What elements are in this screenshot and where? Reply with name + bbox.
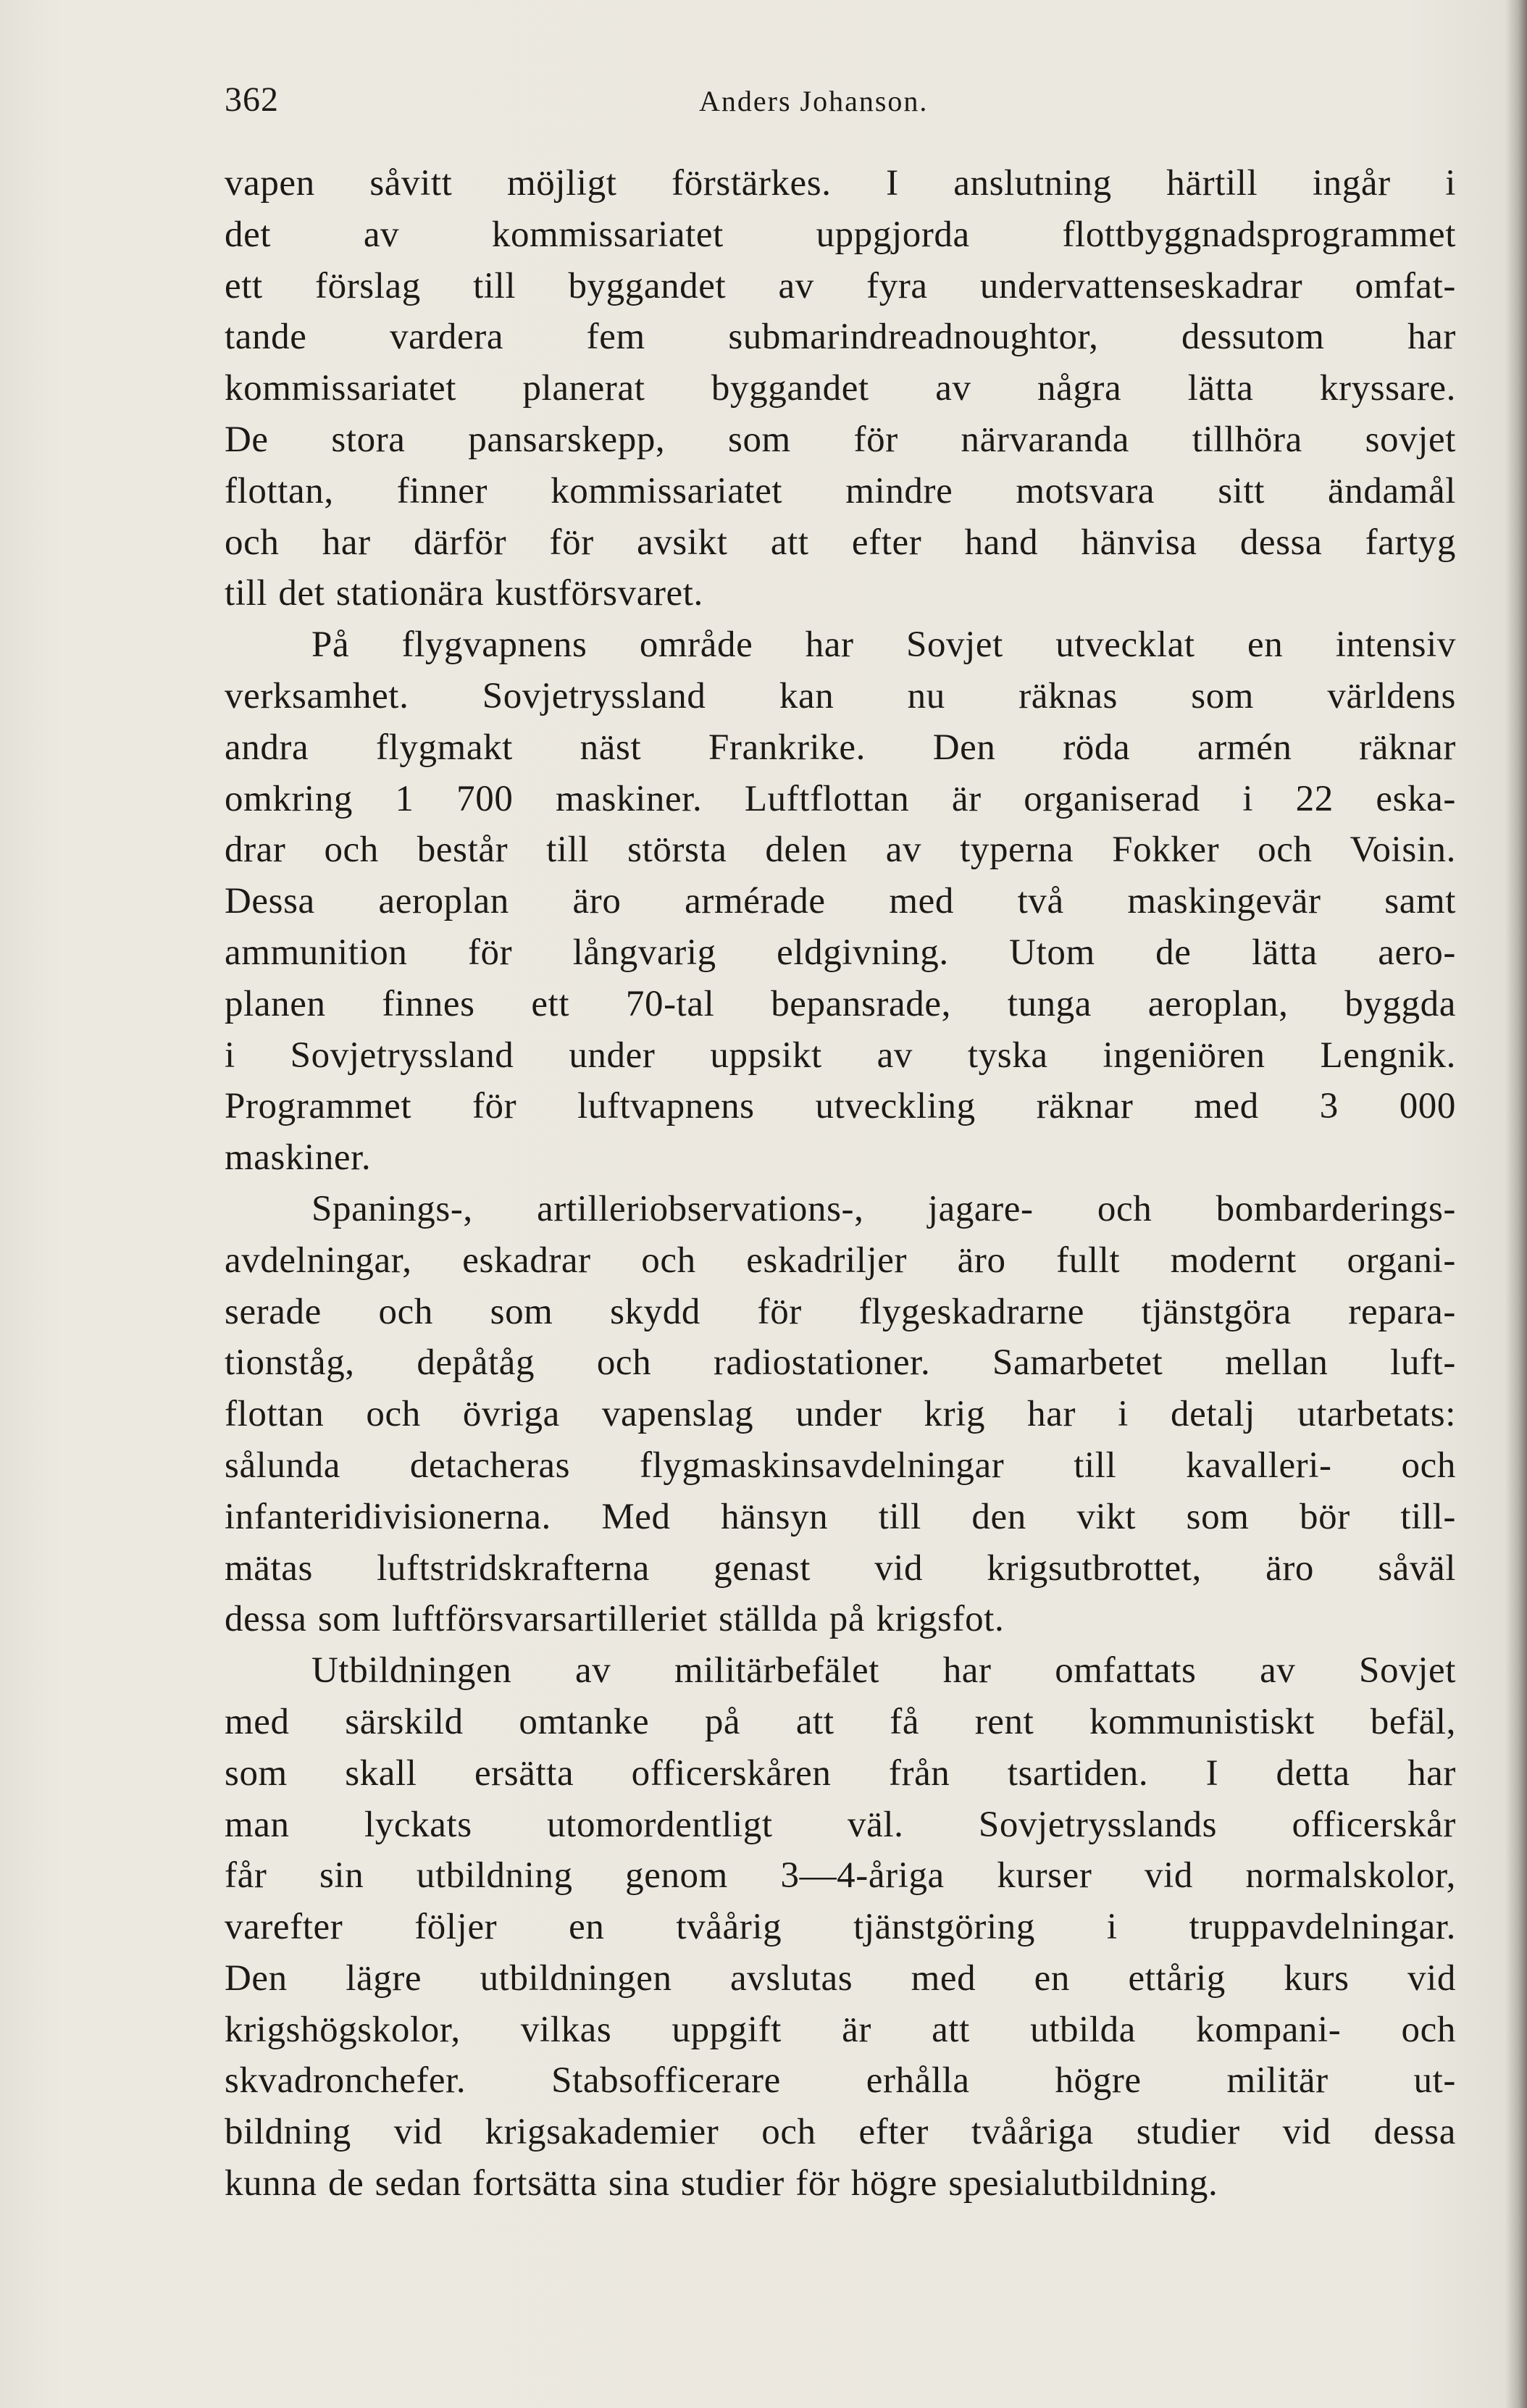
- text-line: i Sovjetryssland under uppsikt av tyska ingeniören Lengnik.: [225, 1034, 1456, 1076]
- text-line: andra flygmakt näst Frankrike. Den röda armén räknar: [225, 727, 1456, 768]
- text-line: tionståg, depåtåg och radiostationer. Samarbetet mellan luft-: [225, 1342, 1456, 1384]
- text-line: infanteridivisionerna. Med hänsyn till den vikt som bör till-: [225, 1496, 1456, 1537]
- page-number: 362: [225, 80, 279, 119]
- text-line: varefter följer en tvåårig tjänstgöring i truppavdelningar.: [225, 1907, 1456, 1948]
- text-line: serade och som skydd för flygeskadrarne tjänstgöra repara-: [225, 1291, 1456, 1332]
- text-line: bildning vid krigsakademier och efter tvååriga studier vid dessa: [225, 2112, 1456, 2153]
- paragraph-first-line: Spanings-, artilleriobservations-, jagare- och bombarderings-: [311, 1188, 1456, 1229]
- text-line: med särskild omtanke på att få rent kommunistiskt befäl,: [225, 1701, 1456, 1742]
- text-line: Programmet för luftvapnens utveckling räknar med 3 000: [225, 1086, 1456, 1127]
- text-line: krigshögskolor, vilkas uppgift är att utbilda kompani- och: [225, 2009, 1456, 2050]
- text-line: omkring 1 700 maskiner. Luftflottan är organiserad i 22 eska-: [225, 778, 1456, 819]
- text-line: vapen såvitt möjligt förstärkes. I anslutning härtill ingår i: [225, 163, 1456, 204]
- paragraph-first-line: Utbildningen av militärbefälet har omfattats av Sovjet: [311, 1650, 1456, 1692]
- text-line: flottan och övriga vapenslag under krig har i detalj utarbetats:: [225, 1394, 1456, 1435]
- text-line: verksamhet. Sovjetryssland kan nu räknas som världens: [225, 675, 1456, 716]
- text-line: som skall ersätta officerskåren från tsartiden. I detta har: [225, 1752, 1456, 1794]
- text-line: Dessa aeroplan äro armérade med två maskingevär samt: [225, 881, 1456, 922]
- text-line: skvadronchefer. Stabsofficerare erhålla högre militär ut-: [225, 2060, 1456, 2102]
- text-line: dessa som luftförsvarsartilleriet ställda på krigsfot.: [225, 1599, 1005, 1640]
- text-line: ammunition för långvarig eldgivning. Utom de lätta aero-: [225, 932, 1456, 973]
- text-line: kommissariatet planerat byggandet av några lätta kryssare.: [225, 368, 1456, 409]
- text-line: det av kommissariatet uppgjorda flottbyggnadsprogrammet: [225, 214, 1456, 255]
- text-line: ett förslag till byggandet av fyra undervattenseskadrar omfat-: [225, 265, 1456, 306]
- text-line: till det stationära kustförsvaret.: [225, 573, 703, 614]
- text-line: Den lägre utbildningen avslutas med en ettårig kurs vid: [225, 1957, 1456, 1999]
- text-line: planen finnes ett 70-tal bepansrade, tunga aeroplan, byggda: [225, 983, 1456, 1024]
- text-line: avdelningar, eskadrar och eskadriljer äro fullt modernt organi-: [225, 1239, 1456, 1281]
- text-line: sålunda detacheras flygmaskinsavdelningar till kavalleri- och: [225, 1445, 1456, 1486]
- page-header: [225, 78, 1456, 129]
- text-line: och har därför för avsikt att efter hand hänvisa dessa fartyg: [225, 522, 1456, 563]
- text-line: De stora pansarskepp, som för närvaranda tillhöra sovjet: [225, 419, 1456, 460]
- text-line: mätas luftstridskrafterna genast vid krigsutbrottet, äro såväl: [225, 1547, 1456, 1589]
- text-line: tande vardera fem submarindreadnoughtor, dessutom har: [225, 317, 1456, 358]
- text-line: kunna de sedan fortsätta sina studier för högre spesialutbildning.: [225, 2163, 1218, 2204]
- running-head: Anders Johanson.: [699, 85, 929, 117]
- text-line: får sin utbildning genom 3—4-åriga kurser vid normalskolor,: [225, 1855, 1456, 1897]
- body-text: [225, 158, 1456, 2210]
- paragraph-first-line: På flygvapnens område har Sovjet utvecklat en intensiv: [311, 624, 1456, 666]
- text-line: man lyckats utomordentligt väl. Sovjetrysslands officerskår: [225, 1804, 1456, 1845]
- text-line: flottan, finner kommissariatet mindre motsvara sitt ändamål: [225, 470, 1456, 511]
- text-line: drar och består till största delen av typerna Fokker och Voisin.: [225, 829, 1456, 871]
- text-line: maskiner.: [225, 1137, 372, 1179]
- page-edge-shadow: [1505, 0, 1527, 2408]
